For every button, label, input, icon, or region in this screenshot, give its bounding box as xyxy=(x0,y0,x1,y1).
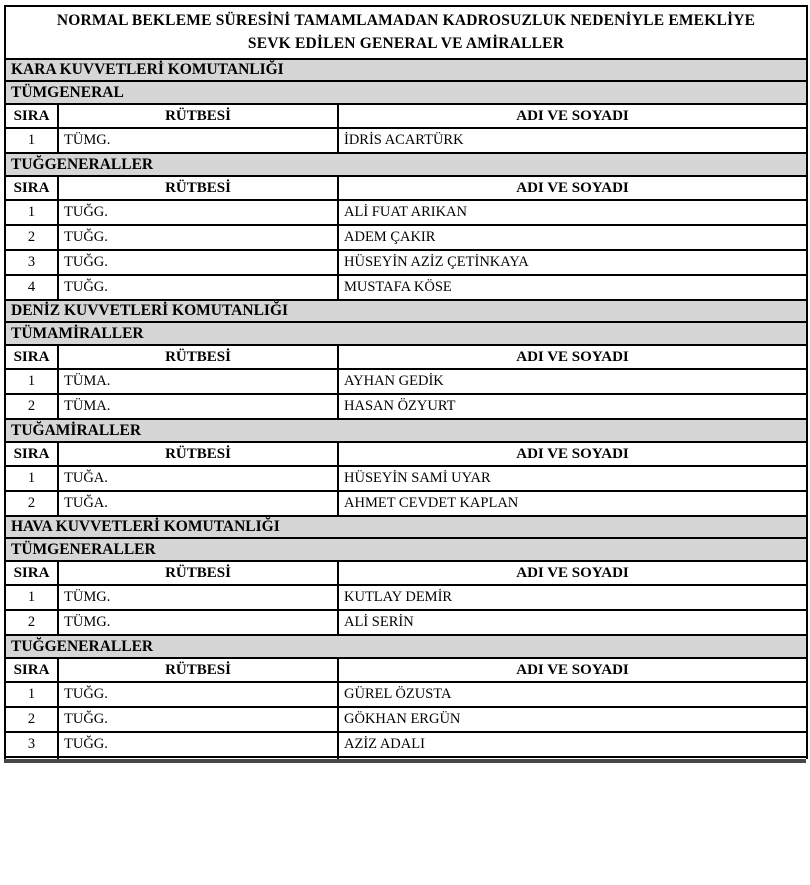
table-row xyxy=(5,707,807,732)
rank-group-label: TÜMGENERALLER xyxy=(5,538,807,561)
cell-rank: TUĞG. xyxy=(58,275,338,300)
cell-rank: TÜMG. xyxy=(58,610,338,635)
table-row xyxy=(5,394,807,419)
column-header-row xyxy=(5,176,807,200)
cell-name: AHMET CEVDET KAPLAN xyxy=(338,491,807,516)
rank-group-label: TUĞAMİRALLER xyxy=(5,419,807,442)
column-header-rutbesi: RÜTBESİ xyxy=(58,176,338,200)
rank-group-label: TUĞGENERALLER xyxy=(5,153,807,176)
rank-group-header-tumgeneral xyxy=(5,81,807,104)
rank-group-header-tumgeneraller-hava xyxy=(5,538,807,561)
branch-header-kara xyxy=(5,59,807,81)
cell-rank: TUĞA. xyxy=(58,491,338,516)
column-header-row xyxy=(5,658,807,682)
cell-rank: TÜMA. xyxy=(58,369,338,394)
table-row xyxy=(5,585,807,610)
column-header-adi-ve-soyadi: ADI VE SOYADI xyxy=(338,104,807,128)
cell-name: GÖKHAN ERGÜN xyxy=(338,707,807,732)
table-row xyxy=(5,250,807,275)
cell-name: HÜSEYİN AZİZ ÇETİNKAYA xyxy=(338,250,807,275)
cell-rank: TUĞG. xyxy=(58,250,338,275)
cell-sira: 3 xyxy=(5,732,58,757)
cell-sira: 1 xyxy=(5,200,58,225)
table-row xyxy=(5,466,807,491)
cell-sira: 4 xyxy=(5,275,58,300)
cell-rank: TUĞG. xyxy=(58,707,338,732)
branch-header-hava xyxy=(5,516,807,538)
column-header-rutbesi: RÜTBESİ xyxy=(58,561,338,585)
cell-rank: TUĞG. xyxy=(58,682,338,707)
cell-rank: TUĞG. xyxy=(58,200,338,225)
branch-header-label: HAVA KUVVETLERİ KOMUTANLIĞI xyxy=(5,516,807,538)
cell-name: KUTLAY DEMİR xyxy=(338,585,807,610)
table-row xyxy=(5,128,807,153)
cell-name: ALİ FUAT ARIKAN xyxy=(338,200,807,225)
cell-sira: 1 xyxy=(5,369,58,394)
cell-name: İDRİS ACARTÜRK xyxy=(338,128,807,153)
rank-group-header-tuggeneraller-hava xyxy=(5,635,807,658)
column-header-adi-ve-soyadi: ADI VE SOYADI xyxy=(338,176,807,200)
cell-rank: TUĞG. xyxy=(58,732,338,757)
column-header-adi-ve-soyadi: ADI VE SOYADI xyxy=(338,561,807,585)
cell-name: HÜSEYİN SAMİ UYAR xyxy=(338,466,807,491)
column-header-row xyxy=(5,104,807,128)
cell-sira: 1 xyxy=(5,466,58,491)
rank-group-header-tuggeneraller-kara xyxy=(5,153,807,176)
cell-sira: 1 xyxy=(5,585,58,610)
table-row xyxy=(5,682,807,707)
column-header-row xyxy=(5,442,807,466)
column-header-rutbesi: RÜTBESİ xyxy=(58,442,338,466)
cell-rank: TÜMA. xyxy=(58,394,338,419)
rank-group-label: TUĞGENERALLER xyxy=(5,635,807,658)
rank-group-header-tugamiraller xyxy=(5,419,807,442)
cell-sira: 2 xyxy=(5,491,58,516)
column-header-row xyxy=(5,345,807,369)
table-row xyxy=(5,275,807,300)
column-header-sira: SIRA xyxy=(5,442,58,466)
cell-name: ALİ SERİN xyxy=(338,610,807,635)
cell-name: ADEM ÇAKIR xyxy=(338,225,807,250)
column-header-adi-ve-soyadi: ADI VE SOYADI xyxy=(338,345,807,369)
column-header-sira: SIRA xyxy=(5,345,58,369)
table-row xyxy=(5,225,807,250)
column-header-rutbesi: RÜTBESİ xyxy=(58,104,338,128)
document-title: NORMAL BEKLEME SÜRESİNİ TAMAMLAMADAN KADROSUZLUK NEDENİYLE EMEKLİYE SEVK EDİLEN GENERAL VE AMİRALLER xyxy=(5,6,807,59)
branch-header-deniz xyxy=(5,300,807,322)
column-header-row xyxy=(5,561,807,585)
retired-generals-table xyxy=(4,5,808,759)
cell-sira: 2 xyxy=(5,225,58,250)
cell-name: HASAN ÖZYURT xyxy=(338,394,807,419)
cell-sira: 1 xyxy=(5,682,58,707)
cell-sira: 2 xyxy=(5,707,58,732)
table-row xyxy=(5,491,807,516)
cell-sira: 2 xyxy=(5,610,58,635)
column-header-rutbesi: RÜTBESİ xyxy=(58,345,338,369)
cell-sira: 3 xyxy=(5,250,58,275)
cell-rank: TÜMG. xyxy=(58,128,338,153)
column-header-sira: SIRA xyxy=(5,561,58,585)
cell-rank: TÜMG. xyxy=(58,585,338,610)
cell-name: MUSTAFA KÖSE xyxy=(338,275,807,300)
column-header-adi-ve-soyadi: ADI VE SOYADI xyxy=(338,442,807,466)
cell-sira: 2 xyxy=(5,394,58,419)
bottom-edge-bar xyxy=(4,759,806,763)
column-header-adi-ve-soyadi: ADI VE SOYADI xyxy=(338,658,807,682)
cell-name: AYHAN GEDİK xyxy=(338,369,807,394)
title-row xyxy=(5,6,807,59)
branch-header-label: KARA KUVVETLERİ KOMUTANLIĞI xyxy=(5,59,807,81)
table-row xyxy=(5,200,807,225)
rank-group-header-tumamiraller xyxy=(5,322,807,345)
cell-sira: 1 xyxy=(5,128,58,153)
rank-group-label: TÜMGENERAL xyxy=(5,81,807,104)
rank-group-label: TÜMAMİRALLER xyxy=(5,322,807,345)
cell-name: AZİZ ADALI xyxy=(338,732,807,757)
column-header-rutbesi: RÜTBESİ xyxy=(58,658,338,682)
table-row xyxy=(5,369,807,394)
column-header-sira: SIRA xyxy=(5,658,58,682)
table-row xyxy=(5,732,807,757)
branch-header-label: DENİZ KUVVETLERİ KOMUTANLIĞI xyxy=(5,300,807,322)
cell-rank: TUĞA. xyxy=(58,466,338,491)
cell-name: GÜREL ÖZUSTA xyxy=(338,682,807,707)
column-header-sira: SIRA xyxy=(5,176,58,200)
column-header-sira: SIRA xyxy=(5,104,58,128)
table-row xyxy=(5,610,807,635)
cell-rank: TUĞG. xyxy=(58,225,338,250)
